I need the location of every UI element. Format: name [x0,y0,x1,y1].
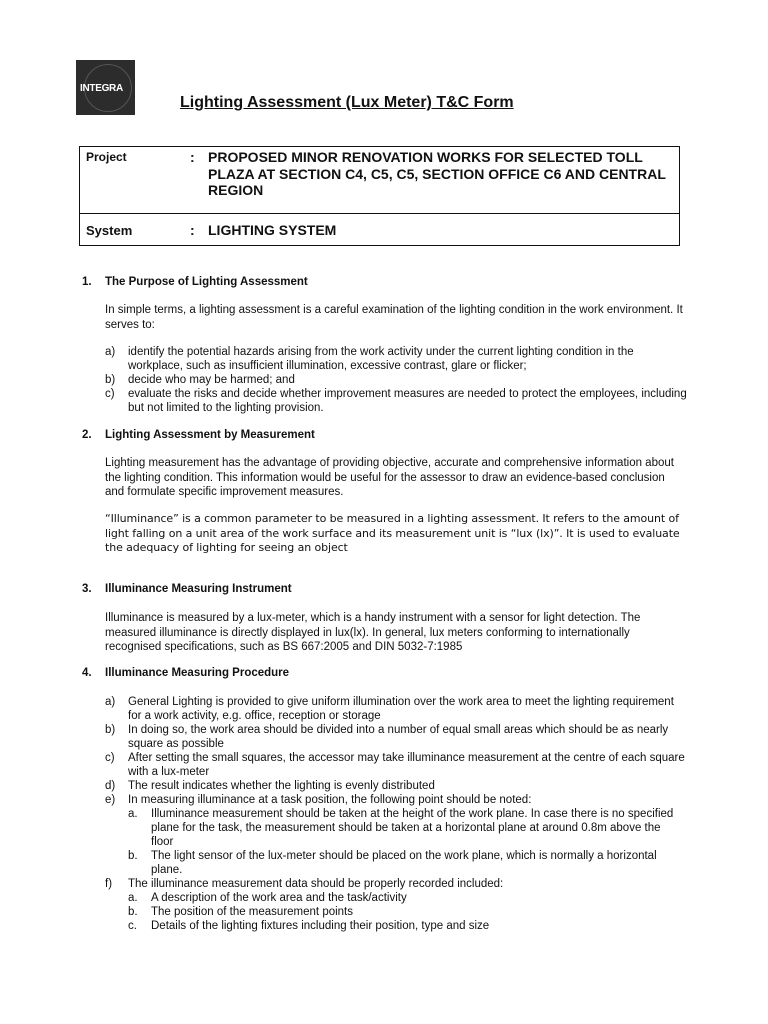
s1-item-c-mark: c) [105,388,115,400]
integra-logo [76,60,135,115]
s1-item-a-mark: a) [105,346,116,358]
s4-item-b: In doing so, the work area should be divided into a number of equal small areas which should be as nearly square as possible [128,724,669,750]
section-1-intro: In simple terms, a lighting assessment is a careful examination of the lighting condition in the work environment. It serves to: [105,304,683,331]
system-label: System [86,223,133,238]
s4-f-sub-c: Details of the lighting fixtures including their position, type and size [151,920,490,932]
project-info-table [79,146,680,246]
project-value: PROPOSED MINOR RENOVATION WORKS FOR SELECTED TOLL PLAZA AT SECTION C4, C5, C5, SECTION OFFICE C6 AND CENTRAL REGION [208,149,666,198]
section-3-number: 3. [82,583,92,595]
s4-f-sub-c-mark: c. [128,920,137,932]
s4-item-a: General Lighting is provided to give uniform illumination over the work area to meet the lighting requirement for a work activity, e.g. office, reception or storage [128,696,674,722]
section-3-heading: Illuminance Measuring Instrument [105,583,292,595]
section-2-paragraph-2: “Illuminance” is a common parameter to be measured in a lighting assessment. It refers to the amount of light falling on a unit area of the work surface and its measurement unit is “lux (lx)”. It is used to evaluate the adequacy of lighting for seeing an object [105,512,680,554]
s4-item-b-mark: b) [105,724,116,736]
s4-e-sub-b: The light sensor of the lux-meter should be placed on the work plane, which is normally a horizontal plane. [151,850,657,876]
s4-item-c-mark: c) [105,752,115,764]
section-3-paragraph: Illuminance is measured by a lux-meter, which is a handy instrument with a sensor for light detection. The measured illuminance is directly displayed in lux(lx). In general, lux meters conforming to internationally recognised specifications, such as BS 667:2005 and DIN 5032-7:1985 [105,612,641,653]
section-4-number: 4. [82,667,92,679]
s4-e-sub-a-mark: a. [128,808,138,820]
s4-item-d-mark: d) [105,780,116,792]
s1-item-b: decide who may be harmed; and [128,374,295,386]
section-1-number: 1. [82,276,92,288]
project-row [80,147,679,214]
s4-f-sub-b-mark: b. [128,906,138,918]
s4-item-e: In measuring illuminance at a task position, the following point should be noted: [128,794,532,806]
s4-f-sub-b: The position of the measurement points [151,906,354,918]
section-2-heading: Lighting Assessment by Measurement [105,429,315,441]
s4-item-e-mark: e) [105,794,116,806]
section-4-heading: Illuminance Measuring Procedure [105,667,290,679]
system-colon: : [190,222,195,238]
project-colon: : [190,149,195,165]
form-title: Lighting Assessment (Lux Meter) T&C Form [180,94,514,111]
section-2-paragraph-1: Lighting measurement has the advantage of providing objective, accurate and comprehensive information about the lighting condition. This information would be useful for the assessor to draw an evidence-based conclusion and formulate specific improvement measures. [105,457,674,498]
system-row [80,214,679,246]
s1-item-a: identify the potential hazards arising from the work activity under the current lighting condition in the workplace, such as insufficient illumination, excessive contrast, glare or flicker; [128,346,634,372]
s4-item-f-mark: f) [105,878,113,890]
section-1-heading: The Purpose of Lighting Assessment [105,276,308,288]
s4-f-sub-a-mark: a. [128,892,138,904]
s4-item-a-mark: a) [105,696,116,708]
s4-e-sub-b-mark: b. [128,850,138,862]
s1-item-c: evaluate the risks and decide whether improvement measures are needed to protect the employees, including but not limited to the lighting provision. [128,388,687,414]
logo-text: INTEGRA [80,83,123,94]
s4-item-f: The illuminance measurement data should be properly recorded included: [128,878,504,890]
s4-item-d: The result indicates whether the lighting is evenly distributed [128,780,435,792]
system-value: LIGHTING SYSTEM [208,222,337,238]
s4-item-c: After setting the small squares, the accessor may take illuminance measurement at the centre of each square with a lux-meter [128,752,685,778]
s1-item-b-mark: b) [105,374,116,386]
s4-f-sub-a: A description of the work area and the task/activity [151,892,407,904]
section-2-number: 2. [82,429,92,441]
s4-e-sub-a: Illuminance measurement should be taken at the height of the work plane. In case there is no specified plane for the task, the measurement should be taken at a horizontal plane at around 0.8m above the floor [151,808,674,848]
project-label: Project [86,150,127,164]
